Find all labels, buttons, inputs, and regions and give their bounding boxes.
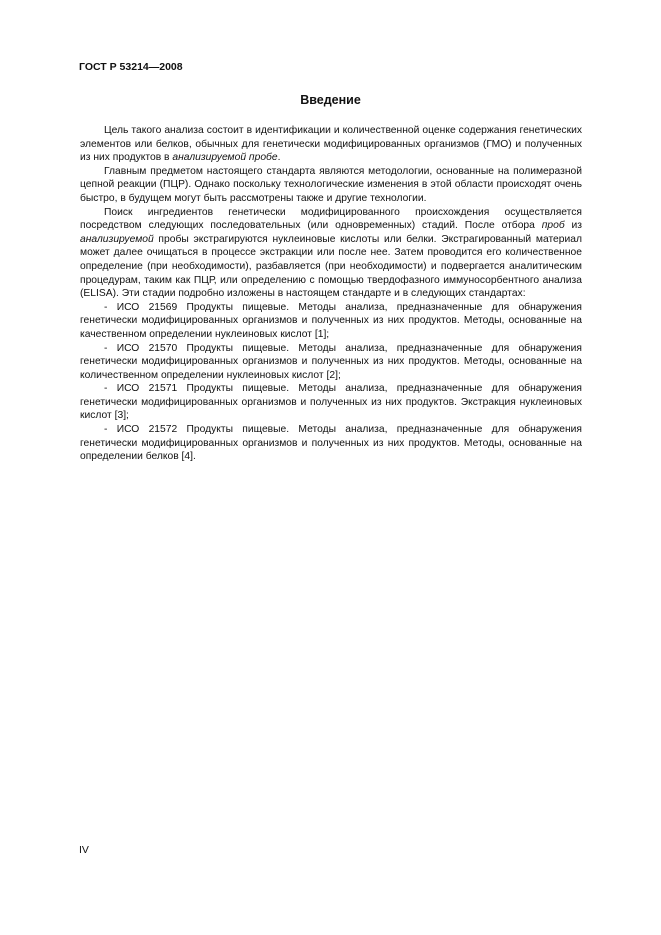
list-item-iso-21572: - ИСО 21572 Продукты пищевые. Методы анализа, предназначенные для обнаружения генетически модифицированных организмов и полученных из них продуктов. Методы, основанные на определении белков [4]. <box>80 424 582 463</box>
document-header-standard-id: ГОСТ Р 53214—2008 <box>79 61 183 73</box>
body-text <box>80 124 582 464</box>
paragraph-procedure: Поиск ингредиентов генетически модифицированного происхождения осуществляется посредством следующих последовательных (или одновременных) стадий. После отбора проб из анализируемой пробы экстрагируются нуклеиновые кислоты или белки. Экстрагированный материал может далее очищаться в процессе экстракции или после нее. Затем проводится его количественное определение (при необходимости), разбавляется (при необходимости) и подвергается аналитическим процедурам, таким как ПЦР, или определению с помощью твердофазного иммуносорбентного анализа (ELISA). Эти стадии подробно изложены в настоящем стандарте и в следующих стандартах: <box>80 206 582 300</box>
page-number: IV <box>79 844 89 856</box>
list-item-iso-21570: - ИСО 21570 Продукты пищевые. Методы анализа, предназначенные для обнаружения генетически модифицированных организмов и полученных из них продуктов. Методы, основанные на количественном определении нуклеиновых кислот [2]; <box>80 342 582 381</box>
list-item-iso-21569: - ИСО 21569 Продукты пищевые. Методы анализа, предназначенные для обнаружения генетически модифицированных организмов и полученных из них продуктов. Методы, основанные на качественном определении нуклеиновых кислот [1]; <box>80 301 582 340</box>
list-item-iso-21571: - ИСО 21571 Продукты пищевые. Методы анализа, предназначенные для обнаружения генетически модифицированных организмов и полученных из них продуктов. Экстракция нуклеиновых кислот [3]; <box>80 383 582 422</box>
paragraph-purpose: Цель такого анализа состоит в идентификации и количественной оценке содержания генетических элементов или белков, обычных для генетически модифицированных организмов (ГМО) и полученных из них продуктов в анализируемой пробе. <box>80 125 582 164</box>
paragraph-subject: Главным предметом настоящего стандарта являются методологии, основанные на полимеразной цепной реакции (ПЦР). Однако поскольку технологические изменения в этой области происходят очень быстро, в будущем могут быть рассмотрены также и другие технологии. <box>80 165 582 204</box>
section-title: Введение <box>300 93 361 107</box>
